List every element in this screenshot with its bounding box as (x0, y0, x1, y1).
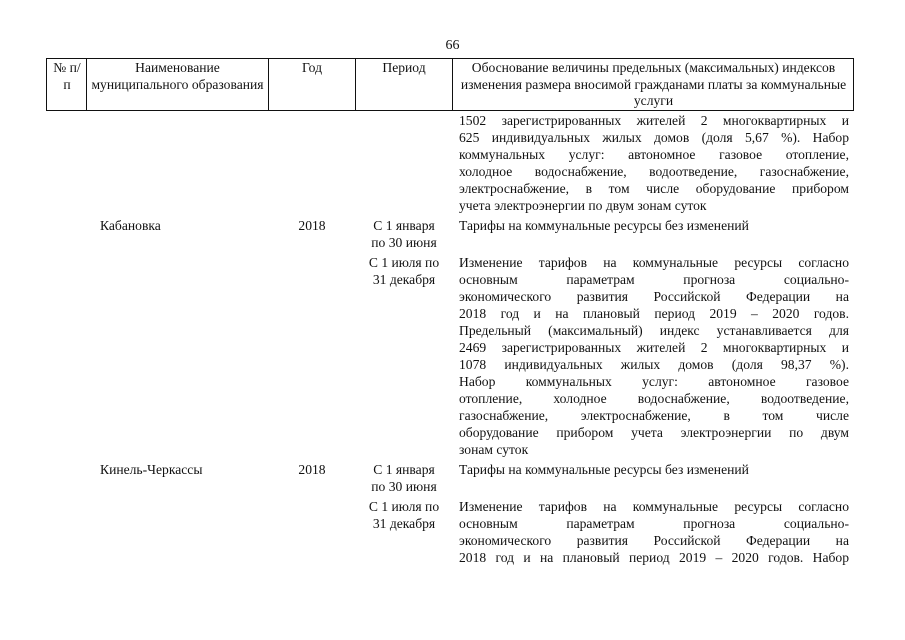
text-line: основным параметрам прогноза социально- (459, 272, 849, 287)
period-line: С 1 июля по (368, 255, 440, 270)
page-number: 66 (445, 38, 460, 53)
table-top-border (46, 58, 854, 59)
table-column-divider (355, 59, 356, 110)
text-line: 1078 индивидуальных жилых домов (доля 98,37 %). (459, 357, 849, 372)
table-column-divider (268, 59, 269, 110)
municipality-name: Кинель-Черкассы (100, 462, 203, 477)
period-line: по 30 июня (371, 234, 437, 250)
period-line: 31 декабря (372, 515, 436, 531)
year-value: 2018 (298, 462, 326, 477)
text-line: зонам суток (459, 442, 529, 457)
municipality-name: Кабановка (100, 218, 161, 233)
text-line: экономического развития Российской Федерации на (459, 289, 849, 304)
text-line: 2018 год и на плановый период 2019 – 2020 годов. Набор (459, 550, 849, 565)
text-line: Набор коммунальных услуг: автономное газовое (459, 374, 849, 389)
period-first-half (357, 218, 451, 251)
table-column-divider (86, 59, 87, 110)
text-line: основным параметрам прогноза социально- (459, 516, 849, 531)
header-col-number: № п/п (53, 60, 81, 92)
header-col-municipality: Наименование муниципального образования (91, 60, 264, 92)
period-line: по 30 июня (371, 478, 437, 494)
text-line: Изменение тарифов на коммунальные ресурсы согласно (459, 255, 849, 270)
period-line: С 1 января (373, 218, 435, 233)
period-second-half (357, 499, 451, 532)
period-line: С 1 июля по (368, 499, 440, 514)
period-first-half (357, 462, 451, 495)
text-line: 2469 зарегистрированных жителей 2 многоквартирных и (459, 340, 849, 355)
text-line: коммунальных услуг: автономное газовое отопление, (459, 147, 849, 162)
header-col-year: Год (302, 60, 322, 75)
text-line: Предельный (максимальный) индекс устанавливается для (459, 323, 849, 338)
text-line: учета электроэнергии по двум зонам суток (459, 198, 707, 213)
table-header-bottom-border (46, 110, 854, 111)
header-col-period: Период (382, 60, 426, 75)
text-line: отопление, холодное водоснабжение, водоотведение, (459, 391, 849, 406)
table-column-divider (853, 59, 854, 110)
text-line: экономического развития Российской Федерации на (459, 533, 849, 548)
text-line: оборудование прибором учета электроэнергии по двум (459, 425, 849, 440)
period-line: С 1 января (373, 462, 435, 477)
year-value: 2018 (298, 218, 326, 233)
text-line: Изменение тарифов на коммунальные ресурсы согласно (459, 499, 849, 514)
text-line: холодное водоснабжение, водоотведение, газоснабжение, (459, 164, 849, 179)
header-col-basis: Обоснование величины предельных (максимальных) индексов изменения размера вносимой гражданами платы за коммунальные услуги (460, 60, 847, 108)
text-line: газоснабжение, электроснабжение, в том числе (459, 408, 849, 423)
text-line: 2018 год и на плановый период 2019 – 2020 годов. (459, 306, 849, 321)
text-line: электроснабжение, в том числе оборудование прибором (459, 181, 849, 196)
period-second-half (357, 255, 451, 288)
basis-no-change: Тарифы на коммунальные ресурсы без изменений (459, 218, 749, 233)
text-line: 1502 зарегистрированных жителей 2 многоквартирных и (459, 113, 849, 128)
text-line: 625 индивидуальных жилых домов (доля 5,67 %). Набор (459, 130, 849, 145)
table-column-divider (46, 59, 47, 110)
period-line: 31 декабря (372, 271, 436, 287)
table-column-divider (452, 59, 453, 110)
basis-no-change: Тарифы на коммунальные ресурсы без изменений (459, 462, 749, 477)
